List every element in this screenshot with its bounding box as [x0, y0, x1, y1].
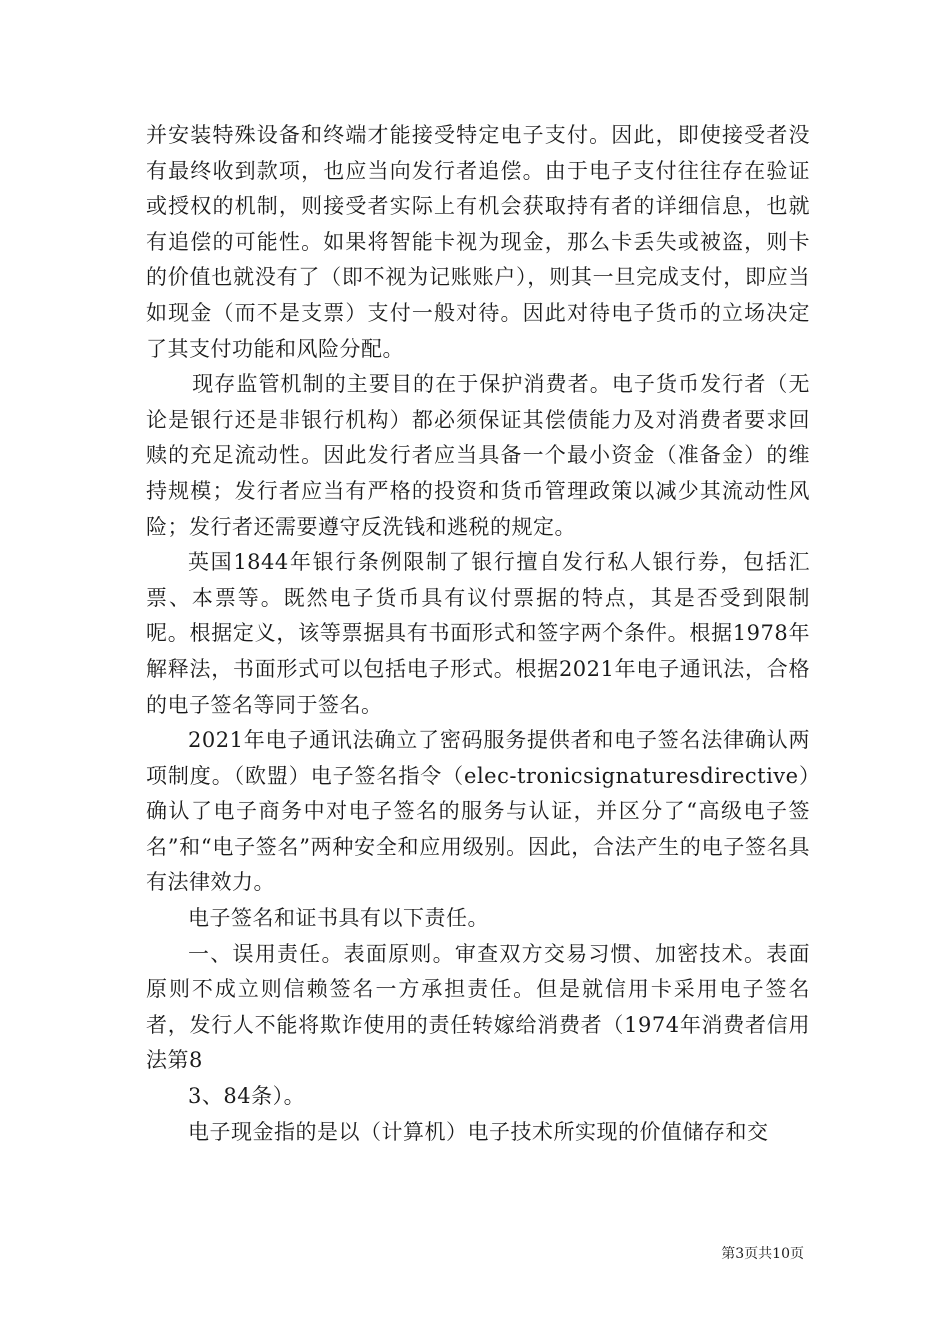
paragraph-5: 电子签名和证书具有以下责任。 [188, 906, 489, 931]
document-body [146, 118, 810, 1150]
paragraph-7: 3、84条）。 [188, 1084, 306, 1109]
page-number: 第3页共10页 [721, 1246, 804, 1262]
paragraph-2: 现存监管机制的主要目的在于保护消费者。电子货币发行者（无论是银行还是非银行机构）都必须保证其偿债能力及对消费者要求回赎的充足流动性。因此发行者应当具备一个最小资金（准备金）的维持规模；发行者应当有严格的投资和货币管理政策以减少其流动性风险；发行者还需要遵守反洗钱和逃税的规定。 [146, 372, 810, 539]
paragraph-6: 一、误用责任。表面原则。审查双方交易习惯、加密技术。表面原则不成立则信赖签名一方承担责任。但是就信用卡采用电子签名者，发行人不能将欺诈使用的责任转嫁给消费者（1974年消费者信用法第8 [146, 941, 810, 1073]
paragraph-3: 英国1844年银行条例限制了银行擅自发行私人银行券，包括汇票、本票等。既然电子货币具有议付票据的特点，其是否受到限制呢。根据定义，该等票据具有书面形式和签字两个条件。根据1978年解释法，书面形式可以包括电子形式。根据2021年电子通讯法，合格的电子签名等同于签名。 [146, 550, 810, 717]
paragraph-1: 并安装特殊设备和终端才能接受特定电子支付。因此，即使接受者没有最终收到款项，也应当向发行者追偿。由于电子支付往往存在验证或授权的机制，则接受者实际上有机会获取持有者的详细信息，也就有追偿的可能性。如果将智能卡视为现金，那么卡丢失或被盗，则卡的价值也就没有了（即不视为记账账户），则其一旦完成支付，即应当如现金（而不是支票）支付一般对待。因此对待电子货币的立场决定了其支付功能和风险分配。 [146, 123, 810, 361]
paragraph-8: 电子现金指的是以（计算机）电子技术所实现的价值储存和交 [188, 1119, 769, 1144]
paragraph-4: 2021年电子通讯法确立了密码服务提供者和电子签名法律确认两项制度。（欧盟）电子签名指令（elec-tronicsignaturesdirective）确认了电子商务中对电子签名的服务与认证，并区分了“高级电子签名”和“电子签名”两种安全和应用级别。因此，合法产生的电子签名具有法律效力。 [146, 728, 810, 895]
